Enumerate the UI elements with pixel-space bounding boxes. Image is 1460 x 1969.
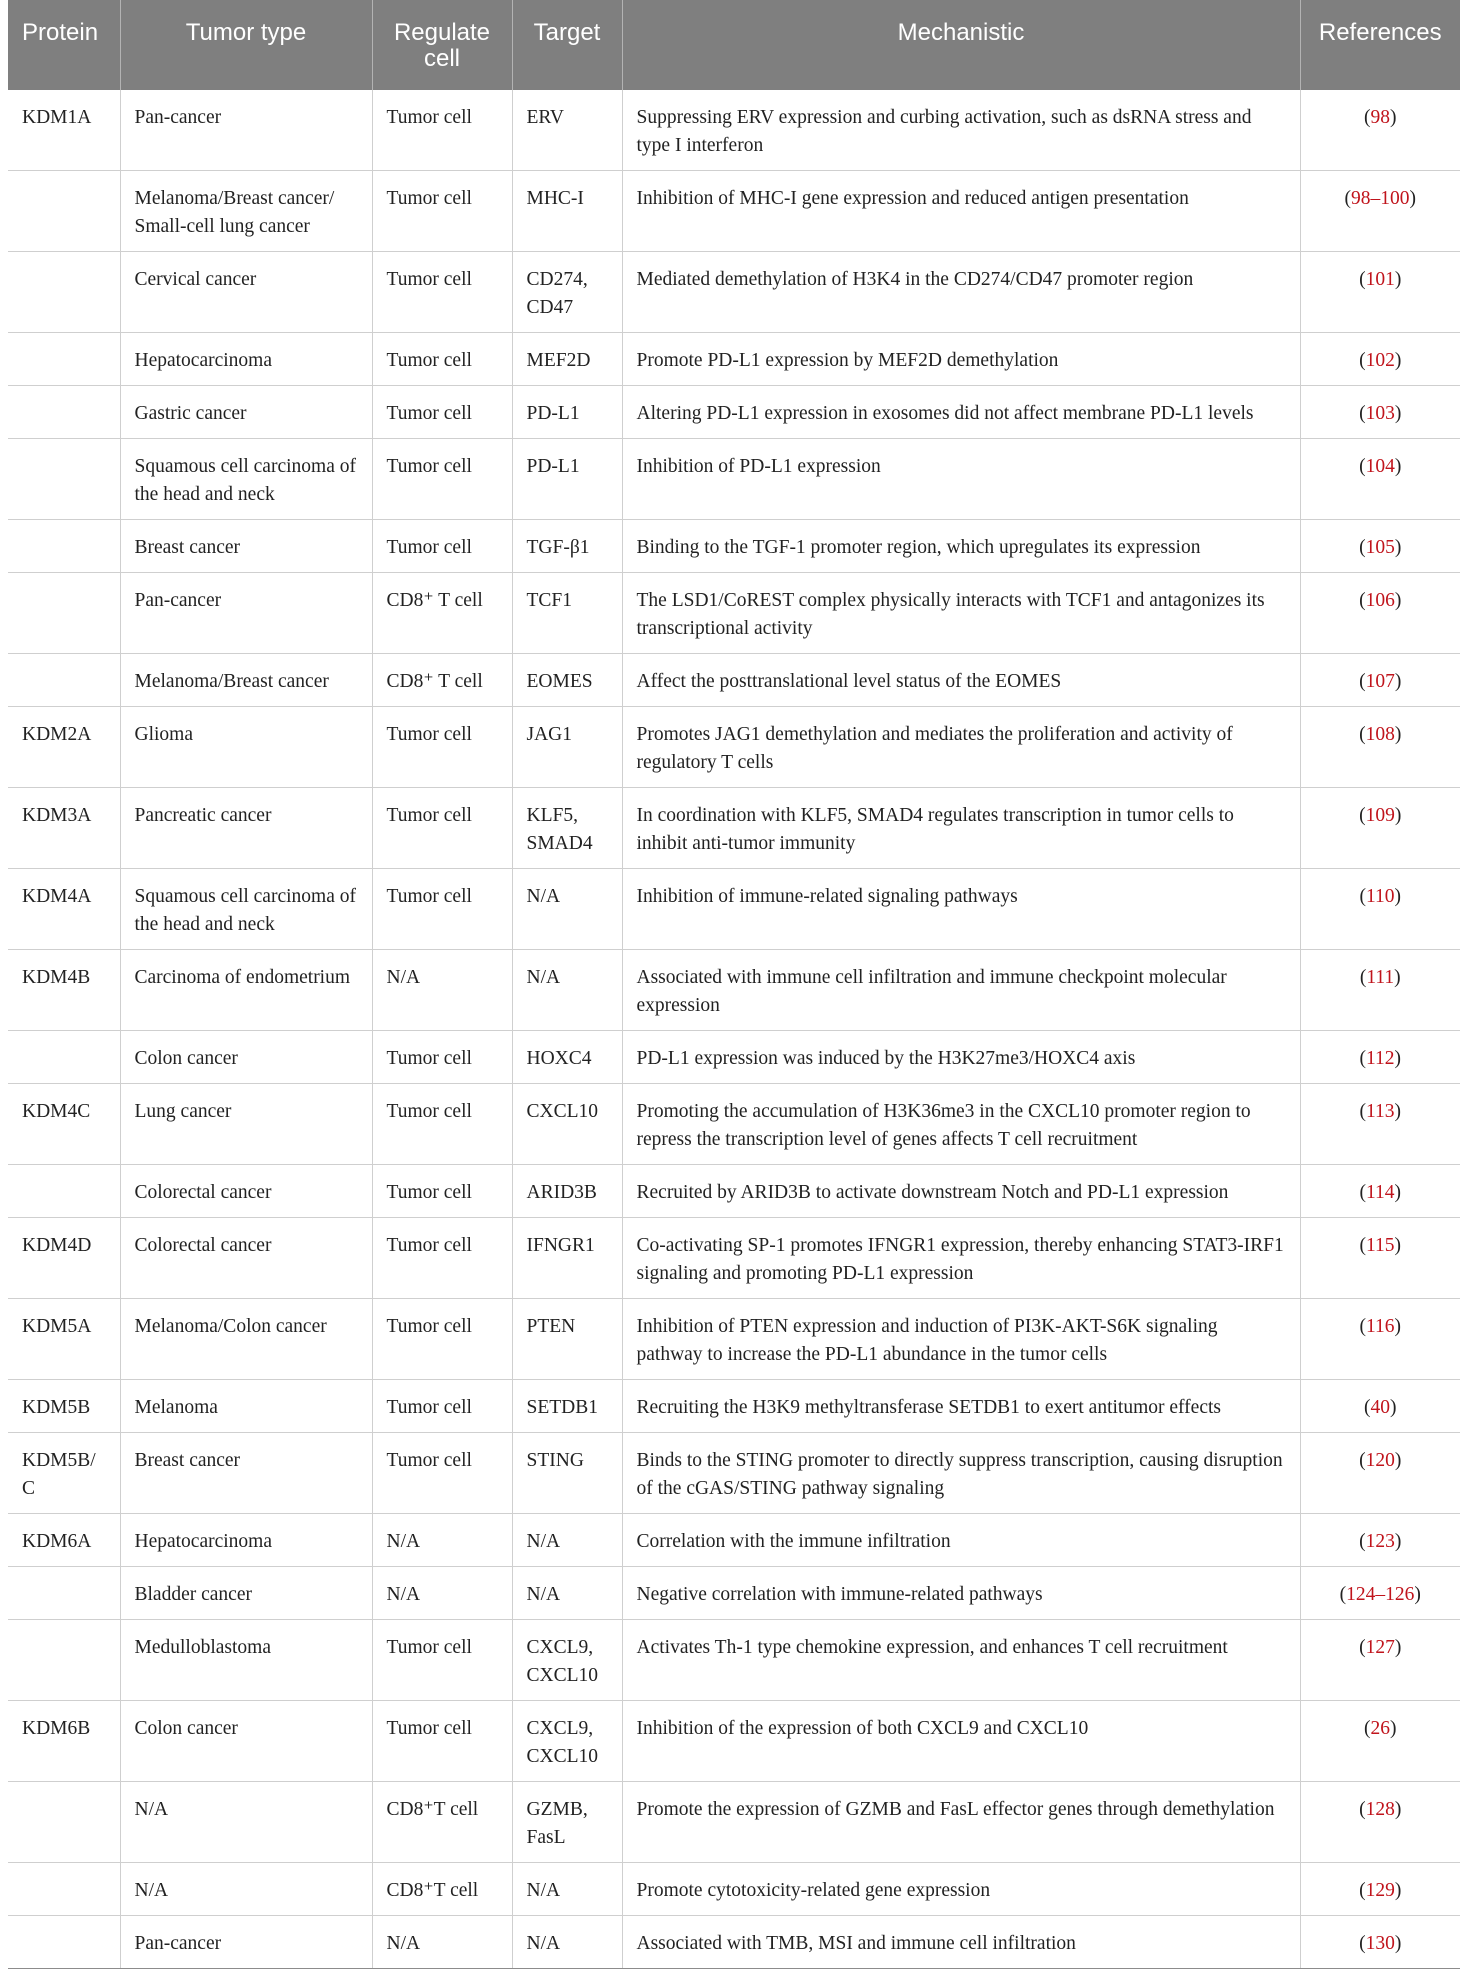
cell-mechanistic: Binds to the STING promoter to directly suppress transcription, causing disruption of the cGAS/STING pathway signaling [622,1433,1300,1514]
cell-regulate-cell: N/A [372,1567,512,1620]
cell-references: (115) [1300,1218,1460,1299]
cell-regulate-cell: Tumor cell [372,1031,512,1084]
cell-tumor-type: Pan-cancer [120,90,372,171]
cell-regulate-cell: Tumor cell [372,252,512,333]
cell-protein [8,520,120,573]
cell-references: (101) [1300,252,1460,333]
cell-tumor-type: Breast cancer [120,1433,372,1514]
cell-regulate-cell: Tumor cell [372,788,512,869]
table-row [8,1620,1460,1701]
reference-link[interactable]: 111 [1366,967,1395,988]
cell-tumor-type: Melanoma/Colon cancer [120,1299,372,1380]
cell-target: HOXC4 [512,1031,622,1084]
reference-link[interactable]: 112 [1365,1048,1395,1069]
reference-link[interactable]: 101 [1365,269,1395,290]
cell-target: ERV [512,90,622,171]
cell-mechanistic: Promote the expression of GZMB and FasL effector genes through demethylation [622,1782,1300,1863]
cell-target: ARID3B [512,1165,622,1218]
table-row [8,1567,1460,1620]
cell-target: GZMB, FasL [512,1782,622,1863]
cell-target: STING [512,1433,622,1514]
reference-link[interactable]: 128 [1365,1799,1395,1820]
cell-target: CXCL9, CXCL10 [512,1620,622,1701]
cell-protein [8,1863,120,1916]
cell-mechanistic: Correlation with the immune infiltration [622,1514,1300,1567]
cell-regulate-cell: Tumor cell [372,1218,512,1299]
cell-target: N/A [512,1514,622,1567]
cell-protein [8,1031,120,1084]
table-row [8,950,1460,1031]
cell-protein [8,654,120,707]
data-table [8,0,1460,1969]
cell-regulate-cell: N/A [372,950,512,1031]
cell-regulate-cell: Tumor cell [372,1084,512,1165]
cell-references: (111) [1300,950,1460,1031]
cell-regulate-cell: Tumor cell [372,1620,512,1701]
cell-protein: KDM5B [8,1380,120,1433]
reference-link[interactable]: 129 [1365,1880,1395,1901]
table-row [8,1380,1460,1433]
cell-references: (130) [1300,1916,1460,1969]
cell-tumor-type: Hepatocarcinoma [120,333,372,386]
table-header [8,0,1460,90]
cell-target: JAG1 [512,707,622,788]
table-row [8,1701,1460,1782]
reference-link[interactable]: 106 [1365,590,1395,611]
cell-target: TGF-β1 [512,520,622,573]
cell-tumor-type: Melanoma [120,1380,372,1433]
cell-references: (116) [1300,1299,1460,1380]
cell-protein: KDM6B [8,1701,120,1782]
cell-target: PD-L1 [512,386,622,439]
table-row [8,386,1460,439]
cell-mechanistic: Inhibition of PTEN expression and induction of PI3K-AKT-S6K signaling pathway to increase the PD-L1 abundance in the tumor cells [622,1299,1300,1380]
cell-references: (120) [1300,1433,1460,1514]
cell-protein [8,1567,120,1620]
cell-mechanistic: Negative correlation with immune-related pathways [622,1567,1300,1620]
table-row [8,1299,1460,1380]
cell-references: (104) [1300,439,1460,520]
table-row [8,654,1460,707]
cell-protein [8,1620,120,1701]
cell-regulate-cell: CD8⁺T cell [372,1782,512,1863]
table-row [8,333,1460,386]
header-regulate-cell: Regulate cell [372,0,512,90]
cell-protein [8,1165,120,1218]
reference-link[interactable]: 108 [1365,724,1395,745]
reference-link[interactable]: 115 [1365,1235,1395,1256]
cell-protein: KDM4B [8,950,120,1031]
cell-target: CXCL10 [512,1084,622,1165]
cell-tumor-type: Colon cancer [120,1701,372,1782]
cell-references: (26) [1300,1701,1460,1782]
cell-target: N/A [512,869,622,950]
cell-mechanistic: Recruiting the H3K9 methyltransferase SETDB1 to exert antitumor effects [622,1380,1300,1433]
cell-target: TCF1 [512,573,622,654]
cell-target: N/A [512,1567,622,1620]
cell-regulate-cell: Tumor cell [372,1299,512,1380]
reference-link[interactable]: 130 [1365,1933,1395,1954]
table-row [8,171,1460,252]
header-tumor-type: Tumor type [120,0,372,90]
table-row [8,1218,1460,1299]
cell-protein: KDM1A [8,90,120,171]
cell-mechanistic: Co-activating SP-1 promotes IFNGR1 expression, thereby enhancing STAT3-IRF1 signaling and promoting PD-L1 expression [622,1218,1300,1299]
cell-target: SETDB1 [512,1380,622,1433]
cell-references: (98) [1300,90,1460,171]
cell-tumor-type: Medulloblastoma [120,1620,372,1701]
cell-tumor-type: Breast cancer [120,520,372,573]
cell-references: (110) [1300,869,1460,950]
reference-link[interactable]: 124–126 [1346,1584,1415,1605]
cell-tumor-type: Squamous cell carcinoma of the head and neck [120,439,372,520]
cell-protein [8,252,120,333]
reference-link[interactable]: 127 [1365,1637,1395,1658]
cell-mechanistic: Altering PD-L1 expression in exosomes did not affect membrane PD-L1 levels [622,386,1300,439]
cell-references: (129) [1300,1863,1460,1916]
table-container [8,0,1460,1969]
cell-mechanistic: Associated with TMB, MSI and immune cell infiltration [622,1916,1300,1969]
reference-link[interactable]: 116 [1365,1316,1395,1337]
header-target: Target [512,0,622,90]
cell-target: MEF2D [512,333,622,386]
cell-regulate-cell: N/A [372,1514,512,1567]
cell-references: (102) [1300,333,1460,386]
cell-protein [8,1916,120,1969]
cell-protein: KDM5B/ C [8,1433,120,1514]
cell-protein [8,439,120,520]
cell-tumor-type: Squamous cell carcinoma of the head and neck [120,869,372,950]
cell-tumor-type: Cervical cancer [120,252,372,333]
cell-mechanistic: Promotes JAG1 demethylation and mediates the proliferation and activity of regulatory T cells [622,707,1300,788]
cell-regulate-cell: Tumor cell [372,439,512,520]
cell-references: (109) [1300,788,1460,869]
header-references: References [1300,0,1460,90]
cell-mechanistic: Affect the posttranslational level status of the EOMES [622,654,1300,707]
table-row [8,252,1460,333]
cell-references: (108) [1300,707,1460,788]
table-row [8,1165,1460,1218]
reference-link[interactable]: 114 [1365,1182,1395,1203]
header-row [8,0,1460,90]
cell-target: MHC-I [512,171,622,252]
cell-tumor-type: Colorectal cancer [120,1165,372,1218]
cell-mechanistic: Associated with immune cell infiltration and immune checkpoint molecular expression [622,950,1300,1031]
header-protein: Protein [8,0,120,90]
cell-tumor-type: Colorectal cancer [120,1218,372,1299]
cell-regulate-cell: N/A [372,1916,512,1969]
cell-protein: KDM2A [8,707,120,788]
cell-protein [8,573,120,654]
cell-regulate-cell: Tumor cell [372,90,512,171]
cell-mechanistic: The LSD1/CoREST complex physically interacts with TCF1 and antagonizes its transcriptional activity [622,573,1300,654]
reference-link[interactable]: 40 [1370,1397,1390,1418]
cell-regulate-cell: CD8⁺ T cell [372,654,512,707]
cell-mechanistic: Promoting the accumulation of H3K36me3 in the CXCL10 promoter region to repress the transcription level of genes affects T cell recruitment [622,1084,1300,1165]
table-row [8,1863,1460,1916]
table-row [8,707,1460,788]
cell-references: (114) [1300,1165,1460,1218]
table-row [8,1084,1460,1165]
cell-protein [8,171,120,252]
table-row [8,869,1460,950]
cell-tumor-type: Gastric cancer [120,386,372,439]
reference-link[interactable]: 105 [1365,537,1395,558]
cell-tumor-type: Glioma [120,707,372,788]
reference-link[interactable]: 98 [1370,107,1390,128]
cell-tumor-type: Melanoma/Breast cancer/ Small-cell lung cancer [120,171,372,252]
table-body [8,90,1460,1969]
cell-regulate-cell: Tumor cell [372,1701,512,1782]
cell-references: (107) [1300,654,1460,707]
cell-mechanistic: Promote PD-L1 expression by MEF2D demethylation [622,333,1300,386]
cell-mechanistic: Mediated demethylation of H3K4 in the CD274/CD47 promoter region [622,252,1300,333]
cell-protein: KDM5A [8,1299,120,1380]
cell-regulate-cell: Tumor cell [372,707,512,788]
table-row [8,90,1460,171]
cell-mechanistic: Recruited by ARID3B to activate downstream Notch and PD-L1 expression [622,1165,1300,1218]
cell-protein [8,1782,120,1863]
cell-regulate-cell: Tumor cell [372,171,512,252]
cell-protein: KDM4A [8,869,120,950]
cell-mechanistic: Binding to the TGF-1 promoter region, which upregulates its expression [622,520,1300,573]
cell-target: PD-L1 [512,439,622,520]
cell-mechanistic: Activates Th-1 type chemokine expression, and enhances T cell recruitment [622,1620,1300,1701]
cell-protein: KDM6A [8,1514,120,1567]
table-row [8,1433,1460,1514]
cell-tumor-type: Carcinoma of endometrium [120,950,372,1031]
cell-protein: KDM4D [8,1218,120,1299]
cell-target: CXCL9, CXCL10 [512,1701,622,1782]
cell-references: (123) [1300,1514,1460,1567]
cell-regulate-cell: Tumor cell [372,386,512,439]
cell-target: KLF5, SMAD4 [512,788,622,869]
cell-target: CD274, CD47 [512,252,622,333]
cell-protein: KDM3A [8,788,120,869]
cell-references: (40) [1300,1380,1460,1433]
cell-target: EOMES [512,654,622,707]
reference-link[interactable]: 109 [1365,805,1395,826]
cell-references: (105) [1300,520,1460,573]
cell-regulate-cell: CD8⁺T cell [372,1863,512,1916]
cell-tumor-type: Pancreatic cancer [120,788,372,869]
table-row [8,788,1460,869]
cell-regulate-cell: Tumor cell [372,333,512,386]
cell-protein [8,333,120,386]
cell-references: (124–126) [1300,1567,1460,1620]
cell-regulate-cell: Tumor cell [372,1380,512,1433]
cell-mechanistic: Inhibition of the expression of both CXCL9 and CXCL10 [622,1701,1300,1782]
reference-link[interactable]: 104 [1365,456,1395,477]
cell-regulate-cell: CD8⁺ T cell [372,573,512,654]
cell-target: N/A [512,1916,622,1969]
reference-link[interactable]: 110 [1365,886,1395,907]
reference-link[interactable]: 113 [1365,1101,1395,1122]
reference-link[interactable]: 107 [1365,671,1395,692]
cell-regulate-cell: Tumor cell [372,520,512,573]
cell-mechanistic: In coordination with KLF5, SMAD4 regulates transcription in tumor cells to inhibit anti-tumor immunity [622,788,1300,869]
cell-references: (103) [1300,386,1460,439]
cell-mechanistic: Promote cytotoxicity-related gene expression [622,1863,1300,1916]
cell-target: PTEN [512,1299,622,1380]
cell-regulate-cell: Tumor cell [372,1165,512,1218]
reference-link[interactable]: 26 [1370,1718,1390,1739]
cell-tumor-type: Colon cancer [120,1031,372,1084]
table-row [8,1514,1460,1567]
cell-references: (106) [1300,573,1460,654]
cell-tumor-type: Pan-cancer [120,1916,372,1969]
reference-link[interactable]: 120 [1365,1450,1395,1471]
table-row [8,1782,1460,1863]
cell-tumor-type: Hepatocarcinoma [120,1514,372,1567]
table-row [8,439,1460,520]
cell-mechanistic: Suppressing ERV expression and curbing activation, such as dsRNA stress and type I interferon [622,90,1300,171]
cell-tumor-type: Bladder cancer [120,1567,372,1620]
cell-mechanistic: Inhibition of MHC-I gene expression and reduced antigen presentation [622,171,1300,252]
reference-link[interactable]: 102 [1365,350,1395,371]
cell-references: (113) [1300,1084,1460,1165]
header-mechanistic: Mechanistic [622,0,1300,90]
cell-references: (127) [1300,1620,1460,1701]
table-row [8,1916,1460,1969]
cell-regulate-cell: Tumor cell [372,869,512,950]
cell-target: N/A [512,950,622,1031]
cell-references: (98–100) [1300,171,1460,252]
cell-mechanistic: PD-L1 expression was induced by the H3K27me3/HOXC4 axis [622,1031,1300,1084]
cell-tumor-type: Lung cancer [120,1084,372,1165]
cell-references: (112) [1300,1031,1460,1084]
reference-link[interactable]: 123 [1365,1531,1395,1552]
cell-target: IFNGR1 [512,1218,622,1299]
reference-link[interactable]: 98–100 [1351,188,1410,209]
cell-mechanistic: Inhibition of PD-L1 expression [622,439,1300,520]
cell-references: (128) [1300,1782,1460,1863]
reference-link[interactable]: 103 [1365,403,1395,424]
cell-tumor-type: Melanoma/Breast cancer [120,654,372,707]
cell-mechanistic: Inhibition of immune-related signaling pathways [622,869,1300,950]
cell-tumor-type: N/A [120,1782,372,1863]
cell-protein: KDM4C [8,1084,120,1165]
cell-tumor-type: Pan-cancer [120,573,372,654]
cell-protein [8,386,120,439]
table-row [8,1031,1460,1084]
cell-target: N/A [512,1863,622,1916]
table-row [8,520,1460,573]
table-row [8,573,1460,654]
cell-tumor-type: N/A [120,1863,372,1916]
cell-regulate-cell: Tumor cell [372,1433,512,1514]
